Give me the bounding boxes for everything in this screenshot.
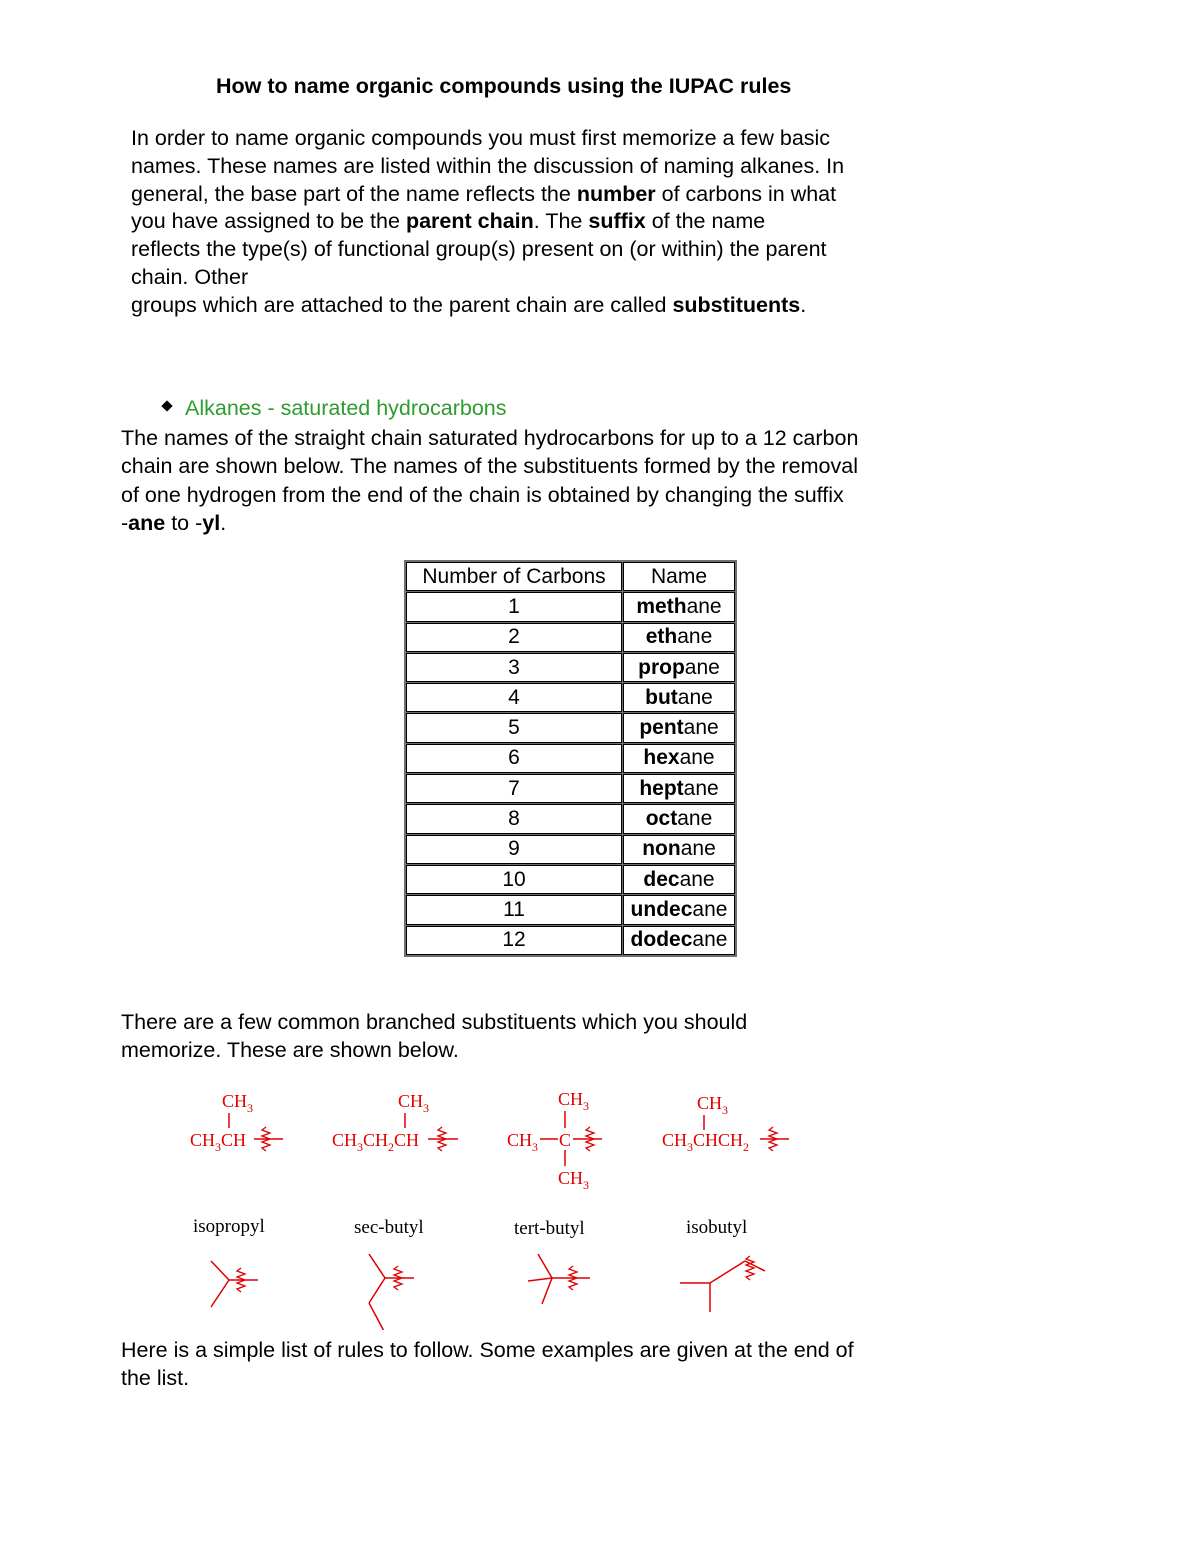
intro-line: names. These names are listed within the discussion of naming alkanes. In xyxy=(131,153,845,178)
table-row xyxy=(405,774,736,804)
sec-butyl-skeletal xyxy=(369,1254,414,1330)
table-row xyxy=(405,895,736,925)
name-suffix: ane xyxy=(692,928,728,952)
intro-text: of carbons in what xyxy=(655,181,837,206)
intro-paragraph xyxy=(131,125,971,320)
name-stem: meth xyxy=(636,594,687,618)
paragraph-line: Here is a simple list of rules to follow. Some examples are given at the end of xyxy=(121,1338,854,1362)
name-suffix: ane xyxy=(677,625,713,649)
alkane-name-cell xyxy=(623,864,737,894)
name-suffix: ane xyxy=(680,837,716,861)
name-suffix: ane xyxy=(677,807,713,831)
name-stem: non xyxy=(642,837,681,861)
name-suffix: ane xyxy=(679,867,715,891)
table-row xyxy=(405,683,736,713)
table-row xyxy=(405,834,736,864)
intro-line xyxy=(131,292,971,320)
svg-text:CH3: $CH_3$ xyxy=(558,1168,590,1192)
name-stem: dec xyxy=(643,867,680,891)
svg-text:CH3CH2CH: $CH_3CH_2CH$ xyxy=(332,1130,420,1154)
carbon-count-cell: 8 xyxy=(405,804,623,834)
isobutyl-structure xyxy=(662,1093,789,1154)
substituent-label: isobutyl xyxy=(686,1217,748,1238)
alkane-name-cell xyxy=(623,743,737,773)
table-row xyxy=(405,713,736,743)
paragraph-line: The names of the straight chain saturated hydrocarbons for up to a 12 carbon xyxy=(121,426,859,450)
name-stem: undec xyxy=(630,897,693,921)
alkane-name-cell xyxy=(623,652,737,682)
tert-butyl-skeletal xyxy=(528,1254,590,1304)
term-yl: yl xyxy=(202,510,221,535)
svg-text:CH3: $CH_3$ xyxy=(222,1091,254,1115)
paragraph-line: There are a few common branched substituents which you should xyxy=(121,1010,748,1034)
name-stem: dodec xyxy=(630,928,693,952)
name-suffix: ane xyxy=(683,716,719,740)
name-suffix: ane xyxy=(679,746,715,770)
svg-text:CH3CHCH2: $CH_3CHCH_2$ xyxy=(662,1130,750,1154)
isopropyl-skeletal xyxy=(211,1261,258,1307)
paragraph-text: . xyxy=(220,510,227,535)
intro-text: groups which are attached to the parent chain are called xyxy=(131,292,673,317)
alkanes-bullet xyxy=(163,396,506,421)
intro-text: general, the base part of the name reflects the xyxy=(131,181,577,206)
name-suffix: ane xyxy=(686,594,722,618)
branched-paragraph xyxy=(121,1009,747,1064)
intro-text: you have assigned to be the xyxy=(131,209,406,234)
term-ane: ane xyxy=(128,510,166,535)
header-name: Name xyxy=(623,561,737,592)
name-suffix: ane xyxy=(683,776,719,800)
intro-line: reflects the type(s) of functional group(s) present on (or within) the parent xyxy=(131,237,827,262)
carbon-count-cell: 6 xyxy=(405,743,623,773)
intro-text: of the name xyxy=(645,209,766,234)
name-stem: hept xyxy=(639,776,684,800)
paragraph-text: to - xyxy=(165,510,203,535)
alkane-name-cell xyxy=(623,925,737,956)
header-number-of-carbons: Number of Carbons xyxy=(405,561,623,592)
name-stem: prop xyxy=(638,655,685,679)
table-row xyxy=(405,925,736,956)
table-body xyxy=(405,592,736,956)
alkane-name-cell xyxy=(623,622,737,652)
alkane-names-table xyxy=(404,560,737,957)
name-stem: but xyxy=(645,685,678,709)
carbon-count-cell: 5 xyxy=(405,713,623,743)
intro-line: chain. Other xyxy=(131,264,249,289)
alkane-name-cell xyxy=(623,774,737,804)
paragraph-line: memorize. These are shown below. xyxy=(121,1037,459,1062)
alkane-name-cell xyxy=(623,713,737,743)
alkane-name-cell xyxy=(623,804,737,834)
paragraph-text: - xyxy=(121,510,129,535)
substituent-label: sec-butyl xyxy=(354,1217,424,1238)
paragraph-line xyxy=(121,509,961,537)
carbon-count-cell: 3 xyxy=(405,652,623,682)
name-stem: oct xyxy=(645,807,678,831)
alkanes-heading: Alkanes - saturated hydrocarbons xyxy=(185,396,507,420)
paragraph-line: the list. xyxy=(121,1365,190,1390)
name-stem: eth xyxy=(645,625,678,649)
name-stem: pent xyxy=(639,716,684,740)
substituent-label: isopropyl xyxy=(193,1216,265,1237)
table-row xyxy=(405,652,736,682)
alkane-name-cell xyxy=(623,895,737,925)
substituent-label: tert-butyl xyxy=(514,1218,585,1239)
intro-line xyxy=(131,208,971,236)
table-row xyxy=(405,864,736,894)
page-title: How to name organic compounds using the IUPAC rules xyxy=(216,74,792,98)
carbon-count-cell: 11 xyxy=(405,895,623,925)
alkane-name-cell xyxy=(623,834,737,864)
tert-butyl-structure xyxy=(507,1089,602,1192)
name-stem: hex xyxy=(643,746,680,770)
table-row xyxy=(405,622,736,652)
name-suffix: ane xyxy=(677,685,713,709)
term-substituents: substituents xyxy=(672,292,801,317)
isopropyl-structure xyxy=(190,1091,283,1154)
svg-text:CH3: $CH_3$ xyxy=(558,1089,590,1113)
paragraph-line: of one hydrogen from the end of the chain is obtained by changing the suffix xyxy=(121,482,844,507)
term-parent-chain: parent chain xyxy=(405,209,534,234)
table-header-row xyxy=(405,561,736,592)
carbon-count-cell: 4 xyxy=(405,683,623,713)
term-number: number xyxy=(576,181,656,206)
carbon-count-cell: 1 xyxy=(405,592,623,622)
svg-text:C: C xyxy=(559,1130,572,1150)
term-suffix: suffix xyxy=(588,209,646,234)
table-row xyxy=(405,592,736,622)
alkanes-paragraph xyxy=(121,424,961,537)
alkane-name-cell xyxy=(623,683,737,713)
branched-substituents-figure xyxy=(0,1080,1200,1330)
alkane-name-cell xyxy=(623,592,737,622)
bullet-diamond-icon xyxy=(161,401,172,412)
intro-line xyxy=(131,181,971,209)
svg-text:CH3: $CH_3$ xyxy=(697,1093,729,1117)
carbon-count-cell: 7 xyxy=(405,774,623,804)
svg-text:CH3: $CH_3$ xyxy=(398,1091,430,1115)
sec-butyl-structure xyxy=(332,1091,458,1154)
carbon-count-cell: 2 xyxy=(405,622,623,652)
carbon-count-cell: 9 xyxy=(405,834,623,864)
table-row xyxy=(405,804,736,834)
table-row xyxy=(405,743,736,773)
intro-text: . The xyxy=(533,209,589,234)
name-suffix: ane xyxy=(684,655,720,679)
intro-text: . xyxy=(800,292,807,317)
name-suffix: ane xyxy=(692,897,728,921)
carbon-count-cell: 12 xyxy=(405,925,623,956)
intro-line: In order to name organic compounds you must first memorize a few basic xyxy=(131,126,831,150)
svg-text:CH3: $CH_3$ xyxy=(507,1130,539,1154)
carbon-count-cell: 10 xyxy=(405,864,623,894)
paragraph-line: chain are shown below. The names of the substituents formed by the removal xyxy=(121,454,858,479)
svg-text:CH3CH: $CH_3CH$ xyxy=(190,1130,247,1154)
rules-intro-paragraph xyxy=(121,1337,854,1392)
isobutyl-skeletal xyxy=(680,1256,765,1312)
